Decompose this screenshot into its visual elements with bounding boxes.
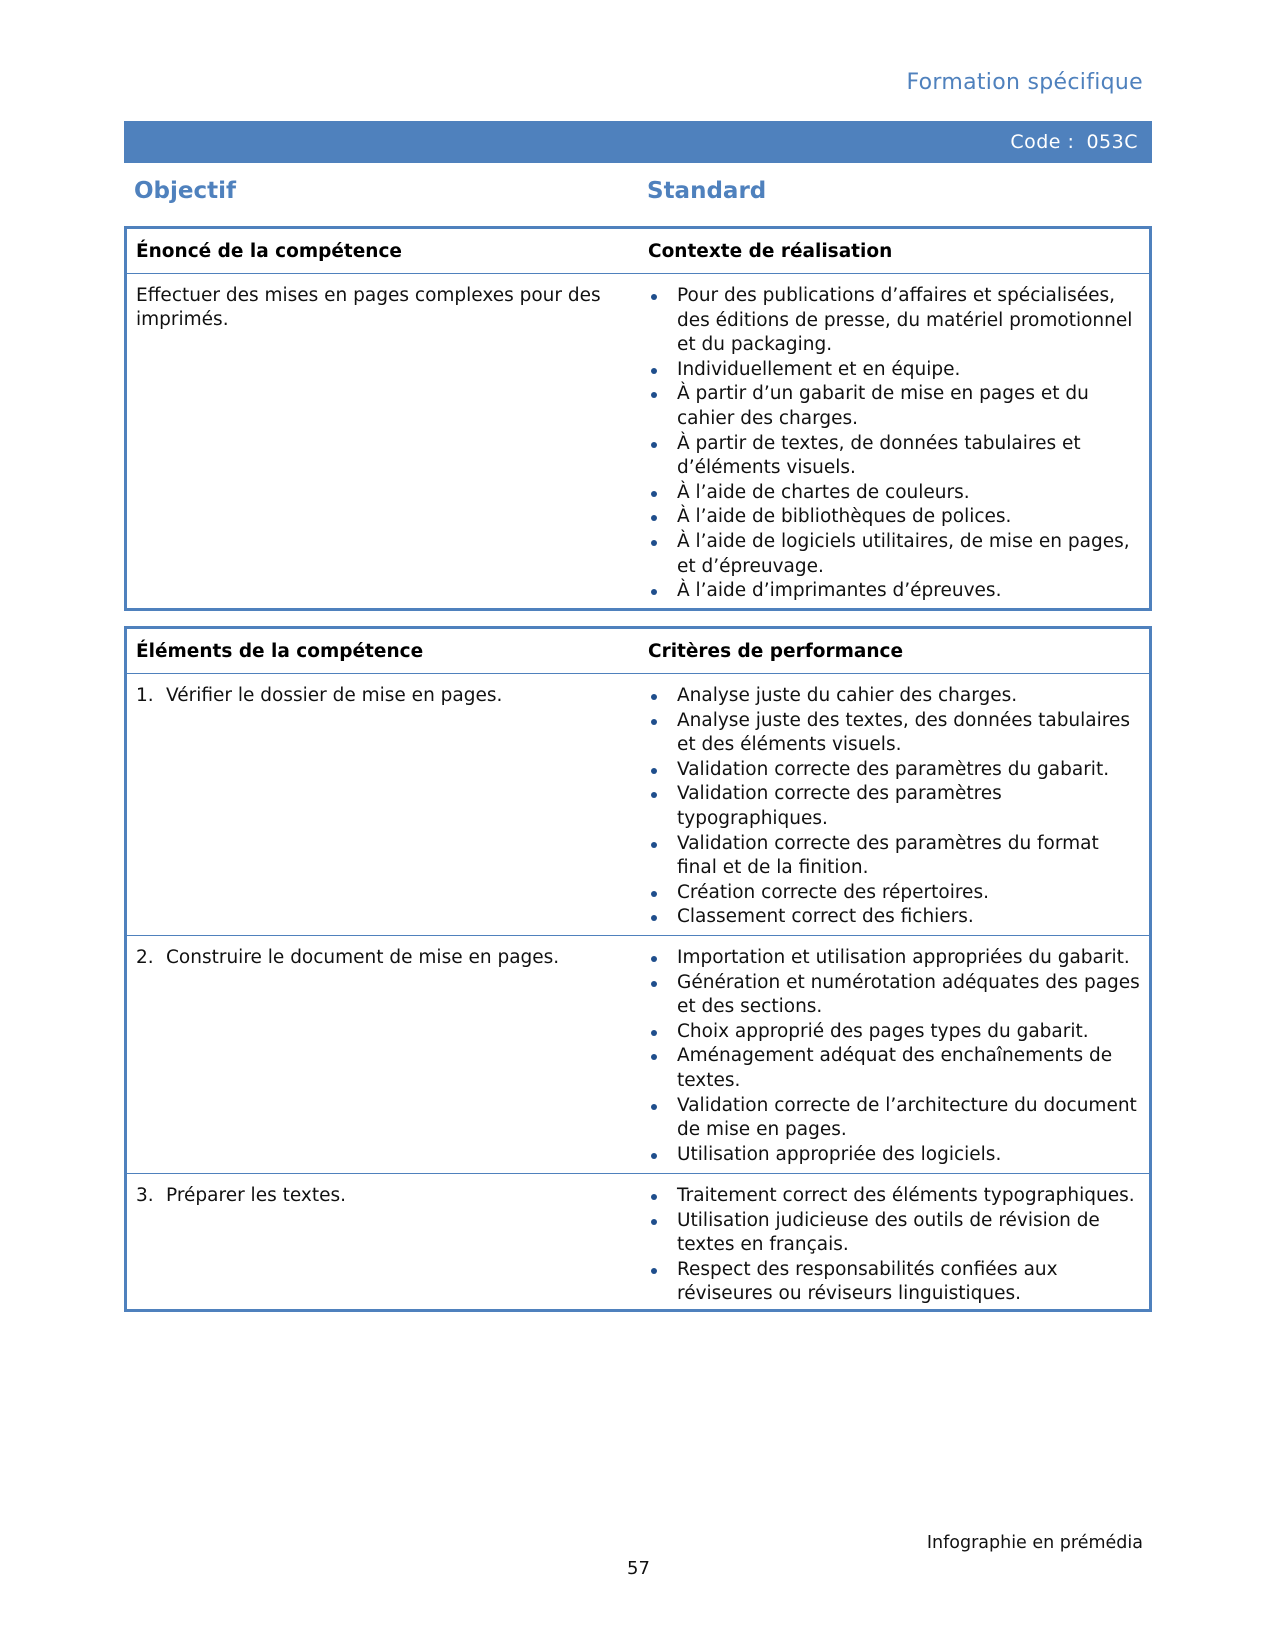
- bullet-icon: [651, 915, 657, 921]
- list-item-text: Génération et numérotation adéquates des pages et des sections.: [677, 971, 1140, 1018]
- section-label: Formation spécifique: [906, 70, 1143, 95]
- element-number: 1.: [136, 685, 154, 706]
- context-list: [648, 284, 1149, 604]
- list-item-text: Validation correcte de l’architecture du document de mise en pages.: [677, 1094, 1137, 1141]
- list-item-text: À partir d’un gabarit de mise en pages et du cahier des charges.: [677, 383, 1089, 429]
- list-item: [648, 782, 1149, 831]
- bullet-icon: [651, 1030, 657, 1036]
- element-number: 3.: [136, 1185, 154, 1206]
- list-item-text: Création correcte des répertoires.: [677, 881, 989, 903]
- element-cell: [127, 1174, 639, 1313]
- list-item-text: Individuellement et en équipe.: [677, 358, 961, 380]
- list-item: [648, 505, 1149, 530]
- element-cell: [127, 674, 639, 935]
- list-item: [648, 1094, 1149, 1143]
- competency-elements-table: [124, 626, 1152, 1312]
- list-item-text: Choix approprié des pages types du gabarit.: [677, 1020, 1089, 1042]
- competency-statement-table: [124, 226, 1152, 611]
- bullet-icon: [651, 842, 657, 848]
- bullet-icon: [651, 719, 657, 725]
- list-item-text: À l’aide de chartes de couleurs.: [677, 481, 970, 503]
- standard-title: Standard: [647, 178, 767, 204]
- criteria-cell: [639, 936, 1149, 1173]
- bullet-icon: [651, 1153, 657, 1159]
- list-item-text: Respect des responsabilités confiées aux réviseures ou réviseurs linguistiques.: [677, 1258, 1058, 1305]
- list-item: [648, 684, 1149, 709]
- bullet-icon: [651, 956, 657, 962]
- bullet-icon: [651, 1268, 657, 1274]
- element-text: Construire le document de mise en pages.: [166, 947, 560, 968]
- page-number: 57: [627, 1558, 650, 1579]
- list-item: [648, 832, 1149, 881]
- table-row: [127, 936, 1149, 1174]
- list-item: [648, 1209, 1149, 1258]
- list-item: [648, 971, 1149, 1020]
- competency-statement: Effectuer des mises en pages complexes pour des imprimés.: [136, 285, 601, 330]
- bullet-icon: [651, 589, 657, 595]
- elements-header: Éléments de la compétence: [136, 640, 424, 662]
- list-item-text: Utilisation judicieuse des outils de révision de textes en français.: [677, 1209, 1100, 1256]
- bullet-icon: [651, 694, 657, 700]
- list-item-text: À l’aide de logiciels utilitaires, de mise en pages, et d’épreuvage.: [677, 530, 1130, 577]
- list-item-text: Traitement correct des éléments typographiques.: [677, 1185, 1135, 1206]
- list-item: [648, 481, 1149, 506]
- list-item-text: Validation correcte des paramètres typographiques.: [677, 783, 1002, 829]
- element-number: 2.: [136, 947, 154, 968]
- list-item-text: Utilisation appropriée des logiciels.: [677, 1143, 1002, 1165]
- bullet-icon: [651, 768, 657, 774]
- context-header: Contexte de réalisation: [648, 240, 893, 262]
- list-item-text: Classement correct des fichiers.: [677, 906, 974, 928]
- context-cell: [639, 274, 1149, 610]
- bullet-icon: [651, 515, 657, 521]
- table-header: [127, 629, 1149, 674]
- list-item: [648, 1184, 1149, 1209]
- list-item-text: Validation correcte des paramètres du gabarit.: [677, 758, 1110, 780]
- list-item-text: Importation et utilisation appropriées du gabarit.: [677, 947, 1130, 968]
- list-item: [648, 579, 1149, 604]
- list-item: [648, 432, 1149, 481]
- bullet-icon: [651, 442, 657, 448]
- list-item-text: À partir de textes, de données tabulaires et d’éléments visuels.: [677, 432, 1081, 479]
- element-cell: [127, 936, 639, 1173]
- list-item: [648, 1258, 1149, 1307]
- element-text: Préparer les textes.: [166, 1185, 347, 1206]
- element-text: Vérifier le dossier de mise en pages.: [166, 685, 503, 706]
- bullet-icon: [651, 1194, 657, 1200]
- criteria-header: Critères de performance: [648, 640, 904, 662]
- table-header: [127, 229, 1149, 274]
- list-item: [648, 946, 1149, 971]
- list-item: [648, 1143, 1149, 1168]
- list-item: [648, 758, 1149, 783]
- table-row: [127, 1174, 1149, 1313]
- list-item-text: Analyse juste du cahier des charges.: [677, 685, 1018, 706]
- bullet-icon: [651, 368, 657, 374]
- list-item: [648, 1044, 1149, 1093]
- bullet-icon: [651, 891, 657, 897]
- list-item-text: Aménagement adéquat des enchaînements de textes.: [677, 1045, 1113, 1091]
- list-item: [648, 709, 1149, 758]
- list-item: [648, 382, 1149, 431]
- list-item-text: Validation correcte des paramètres du format final et de la finition.: [677, 832, 1099, 879]
- statement-header: Énoncé de la compétence: [136, 240, 402, 262]
- criteria-list: [648, 684, 1149, 930]
- list-item: [648, 1020, 1149, 1045]
- list-item: [648, 905, 1149, 930]
- bullet-icon: [651, 1219, 657, 1225]
- bullet-icon: [651, 294, 657, 300]
- code-value: 053C: [1086, 131, 1138, 153]
- bullet-icon: [651, 491, 657, 497]
- criteria-list: [648, 1184, 1149, 1307]
- program-name: Infographie en prémédia: [926, 1533, 1143, 1553]
- bullet-icon: [651, 392, 657, 398]
- objective-title: Objectif: [134, 178, 237, 204]
- list-item: [648, 284, 1149, 358]
- list-item: [648, 358, 1149, 383]
- list-item-text: Pour des publications d’affaires et spécialisées, des éditions de presse, du matériel promotionnel et du packaging.: [677, 285, 1133, 356]
- list-item-text: Analyse juste des textes, des données tabulaires et des éléments visuels.: [677, 709, 1130, 756]
- list-item-text: À l’aide d’imprimantes d’épreuves.: [677, 580, 1002, 602]
- bullet-icon: [651, 792, 657, 798]
- table-row: [127, 674, 1149, 936]
- bullet-icon: [651, 1054, 657, 1060]
- list-item-text: À l’aide de bibliothèques de polices.: [677, 506, 1012, 528]
- list-item: [648, 530, 1149, 579]
- table-row: [127, 274, 1149, 610]
- criteria-cell: [639, 674, 1149, 935]
- criteria-list: [648, 946, 1149, 1167]
- code-bar: [124, 121, 1152, 163]
- bullet-icon: [651, 1104, 657, 1110]
- list-item: [648, 881, 1149, 906]
- criteria-cell: [639, 1174, 1149, 1313]
- bullet-icon: [651, 540, 657, 546]
- code-label: Code :: [1010, 131, 1075, 153]
- bullet-icon: [651, 981, 657, 987]
